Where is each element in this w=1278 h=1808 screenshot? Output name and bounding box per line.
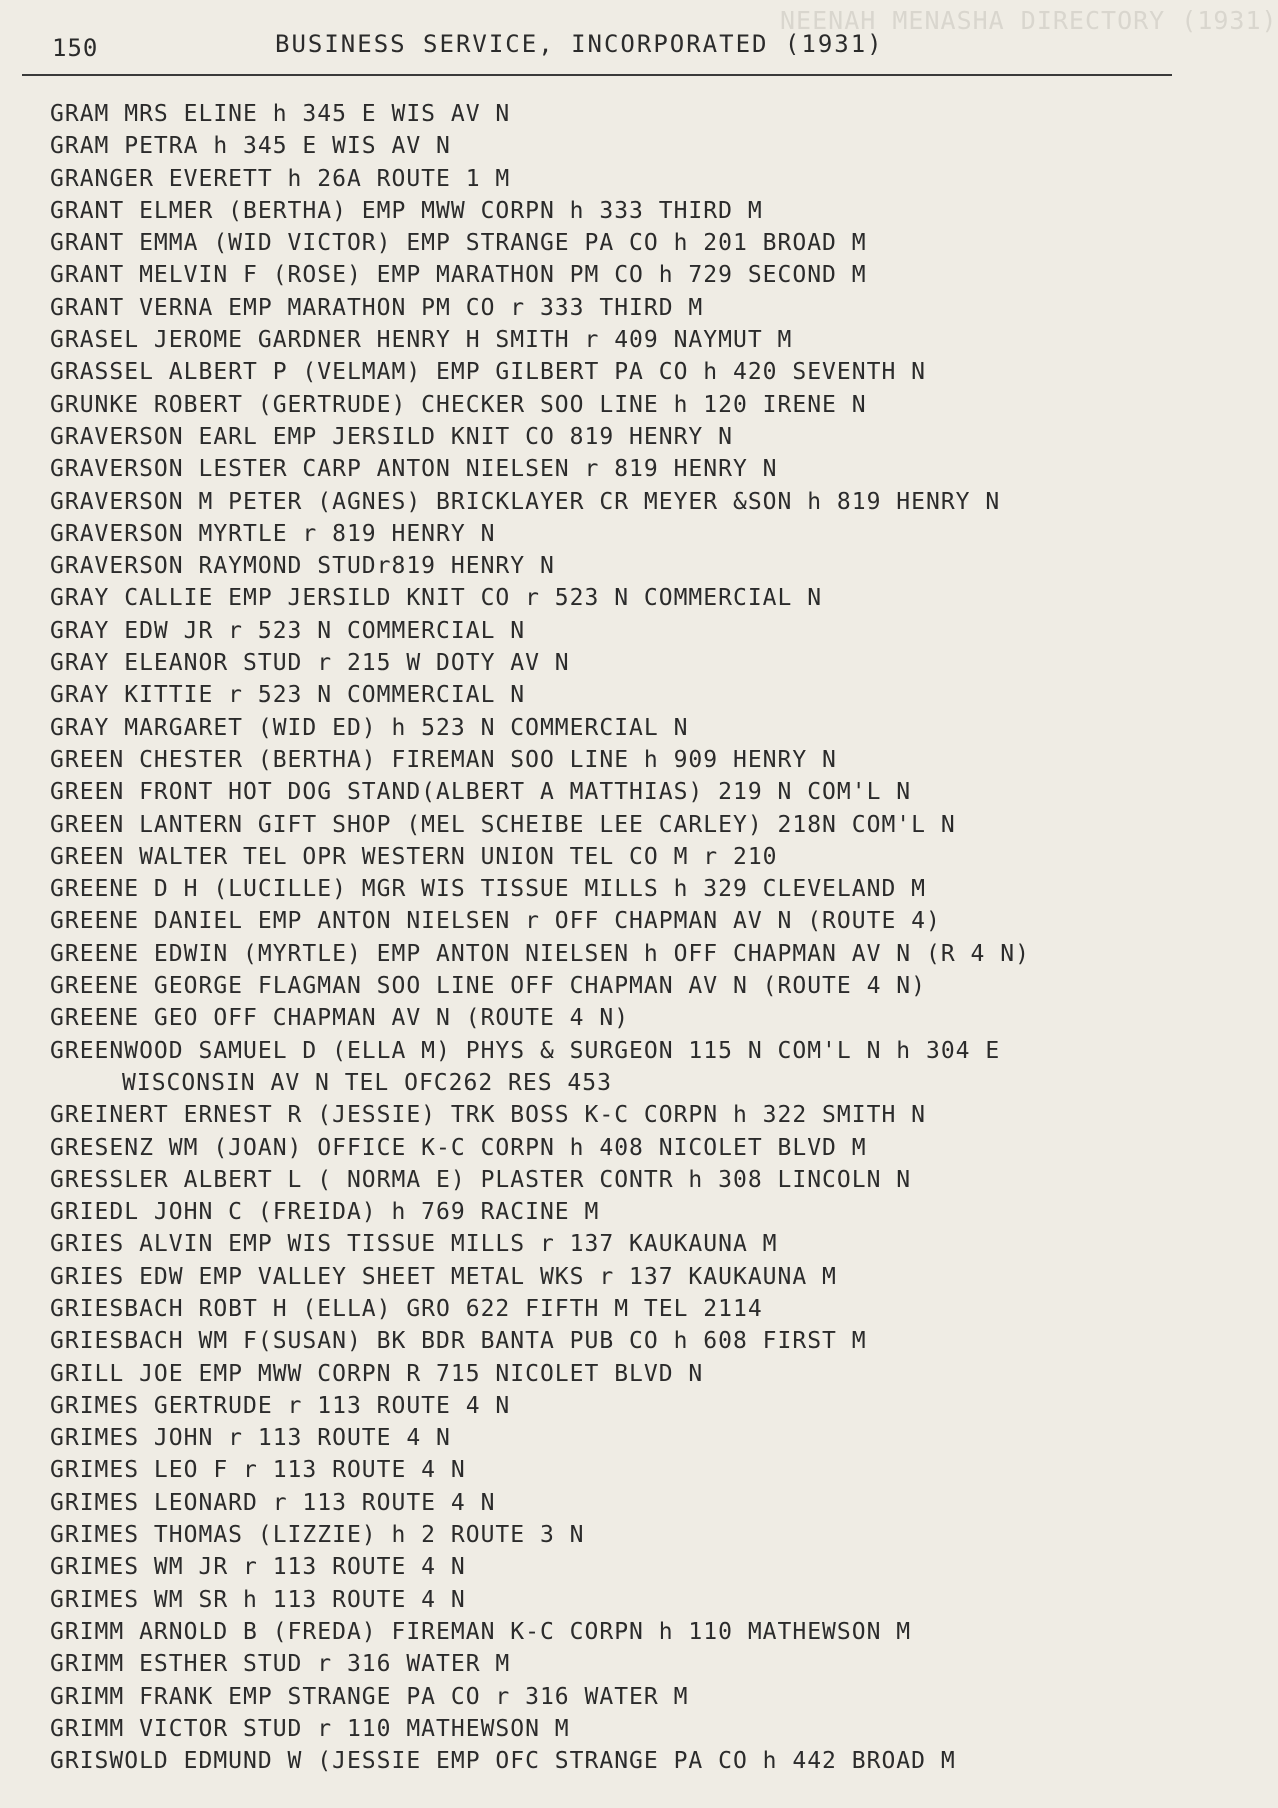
directory-entry: GRIMES GERTRUDE r 113 ROUTE 4 N	[50, 1392, 511, 1419]
directory-entry: GRIMES WM JR r 113 ROUTE 4 N	[50, 1554, 466, 1581]
directory-entry: GRIMES LEO F r 113 ROUTE 4 N	[50, 1457, 466, 1484]
directory-entry: GRESSLER ALBERT L ( NORMA E) PLASTER CONTR h 308 LINCOLN N	[50, 1166, 912, 1193]
directory-entry: GRAY KITTIE r 523 N COMMERCIAL N	[50, 682, 526, 709]
directory-entry: GRANT MELVIN F (ROSE) EMP MARATHON PM CO h 729 SECOND M	[50, 262, 867, 289]
directory-entry: GREINERT ERNEST R (JESSIE) TRK BOSS K-C CORPN h 322 SMITH N	[50, 1102, 926, 1129]
directory-entry: GREENE GEORGE FLAGMAN SOO LINE OFF CHAPMAN AV N (ROUTE 4 N)	[50, 973, 926, 1000]
header-rule	[22, 74, 1172, 76]
directory-entry: GREENE GEO OFF CHAPMAN AV N (ROUTE 4 N)	[50, 1005, 630, 1032]
directory-entry: GRAY MARGARET (WID ED) h 523 N COMMERCIAL N	[50, 714, 689, 741]
directory-entry: GRIMES THOMAS (LIZZIE) h 2 ROUTE 3 N	[50, 1522, 585, 1549]
directory-entry: GREENE DANIEL EMP ANTON NIELSEN r OFF CHAPMAN AV N (ROUTE 4)	[50, 908, 941, 935]
directory-entry: GREENE EDWIN (MYRTLE) EMP ANTON NIELSEN h OFF CHAPMAN AV N (R 4 N)	[50, 940, 1030, 967]
directory-entry: GREENE D H (LUCILLE) MGR WIS TISSUE MILLS h 329 CLEVELAND M	[50, 876, 926, 903]
directory-entry: GREEN LANTERN GIFT SHOP (MEL SCHEIBE LEE CARLEY) 218N COM'L N	[50, 811, 956, 838]
directory-entry: GRIMES LEONARD r 113 ROUTE 4 N	[50, 1489, 496, 1516]
directory-entry: GRIMES JOHN r 113 ROUTE 4 N	[50, 1425, 451, 1452]
directory-entry: GRASSEL ALBERT P (VELMAM) EMP GILBERT PA CO h 420 SEVENTH N	[50, 359, 926, 386]
directory-entry: GRAVERSON MYRTLE r 819 HENRY N	[50, 520, 496, 547]
directory-entry: GRAVERSON RAYMOND STUDr819 HENRY N	[50, 553, 555, 580]
directory-entry: GRAY EDW JR r 523 N COMMERCIAL N	[50, 617, 526, 644]
page-header	[0, 28, 1210, 68]
directory-entry: GRIMM FRANK EMP STRANGE PA CO r 316 WATER M	[50, 1683, 689, 1710]
directory-entry: GRAM PETRA h 345 E WIS AV N	[50, 133, 451, 160]
directory-entry: GRIEDL JOHN C (FREIDA) h 769 RACINE M	[50, 1199, 600, 1226]
directory-entry: GRAVERSON EARL EMP JERSILD KNIT CO 819 HENRY N	[50, 423, 733, 450]
directory-entry: GRANT ELMER (BERTHA) EMP MWW CORPN h 333 THIRD M	[50, 197, 763, 224]
directory-entry: GRUNKE ROBERT (GERTRUDE) CHECKER SOO LINE h 120 IRENE N	[50, 391, 867, 418]
directory-entry: GRESENZ WM (JOAN) OFFICE K-C CORPN h 408 NICOLET BLVD M	[50, 1134, 867, 1161]
directory-entry: GRAY ELEANOR STUD r 215 W DOTY AV N	[50, 650, 570, 677]
directory-entry: GRAY CALLIE EMP JERSILD KNIT CO r 523 N COMMERCIAL N	[50, 585, 823, 612]
directory-entry: GRIMM VICTOR STUD r 110 MATHEWSON M	[50, 1715, 570, 1742]
directory-entry: GRIESBACH WM F(SUSAN) BK BDR BANTA PUB CO h 608 FIRST M	[50, 1328, 867, 1355]
directory-entry: GRISWOLD EDMUND W (JESSIE EMP OFC STRANGE PA CO h 442 BROAD M	[50, 1748, 956, 1775]
directory-entry: GRAVERSON M PETER (AGNES) BRICKLAYER CR MEYER &SON h 819 HENRY N	[50, 488, 1001, 515]
directory-entry: GRANGER EVERETT h 26A ROUTE 1 M	[50, 165, 511, 192]
directory-entry-continuation: WISCONSIN AV N TEL OFC262 RES 453	[122, 1069, 612, 1096]
page-number: 150	[52, 34, 99, 62]
directory-entry: GRIESBACH ROBT H (ELLA) GRO 622 FIFTH M TEL 2114	[50, 1295, 763, 1322]
directory-entry: GREENWOOD SAMUEL D (ELLA M) PHYS & SURGEON 115 N COM'L N h 304 E	[50, 1037, 1001, 1064]
directory-entry: GREEN CHESTER (BERTHA) FIREMAN SOO LINE h 909 HENRY N	[50, 746, 837, 773]
directory-entry: GRAM MRS ELINE h 345 E WIS AV N	[50, 101, 511, 127]
directory-entry: GRAVERSON LESTER CARP ANTON NIELSEN r 819 HENRY N	[50, 456, 778, 483]
directory-entry: GREEN FRONT HOT DOG STAND(ALBERT A MATTHIAS) 219 N COM'L N	[50, 779, 912, 806]
directory-entry: GRIMM ESTHER STUD r 316 WATER M	[50, 1651, 511, 1678]
directory-entry: GRANT VERNA EMP MARATHON PM CO r 333 THIRD M	[50, 294, 704, 321]
directory-entry: GRANT EMMA (WID VICTOR) EMP STRANGE PA CO h 201 BROAD M	[50, 230, 867, 257]
directory-entry: GRIES ALVIN EMP WIS TISSUE MILLS r 137 KAUKAUNA M	[50, 1231, 778, 1258]
facing-page-bleed-text: NEENAH MENASHA DIRECTORY (1931)	[780, 6, 1278, 35]
directory-entry: GREEN WALTER TEL OPR WESTERN UNION TEL CO M r 210	[50, 843, 778, 870]
directory-entry: GRIMM ARNOLD B (FREDA) FIREMAN K-C CORPN h 110 MATHEWSON M	[50, 1618, 912, 1645]
directory-entry: GRIES EDW EMP VALLEY SHEET METAL WKS r 137 KAUKAUNA M	[50, 1263, 837, 1290]
directory-entry: GRIMES WM SR h 113 ROUTE 4 N	[50, 1586, 466, 1613]
directory-listing	[50, 98, 1030, 1777]
directory-entry: GRILL JOE EMP MWW CORPN R 715 NICOLET BLVD N	[50, 1360, 704, 1387]
running-title: BUSINESS SERVICE, INCORPORATED (1931)	[275, 30, 884, 58]
directory-entry: GRASEL JEROME GARDNER HENRY H SMITH r 409 NAYMUT M	[50, 327, 793, 354]
